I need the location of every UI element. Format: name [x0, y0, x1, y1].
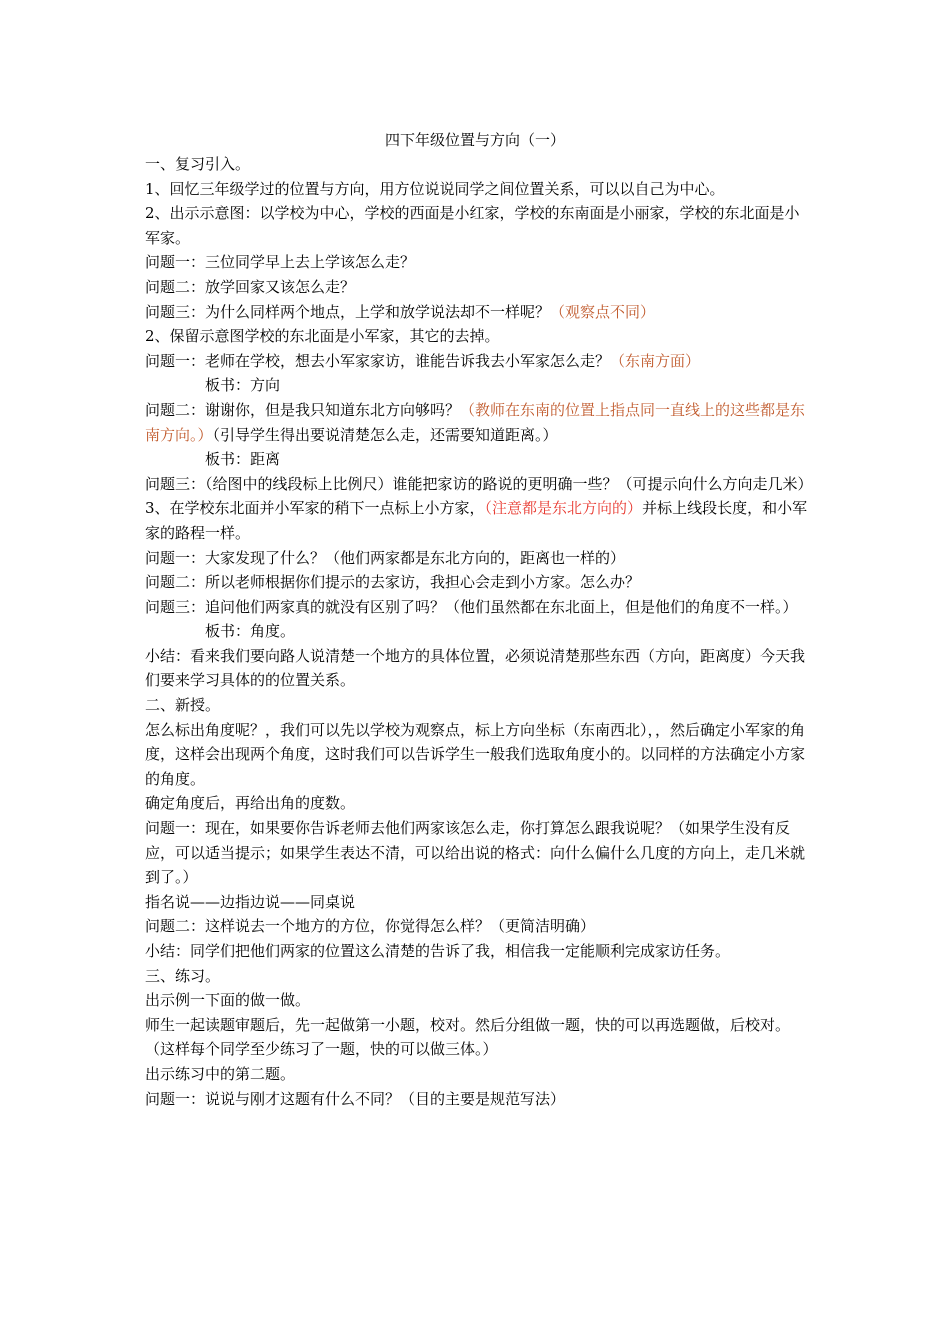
paragraph — [145, 595, 811, 620]
paragraph — [145, 496, 811, 545]
paragraph — [145, 816, 811, 890]
paragraph — [145, 718, 811, 792]
paragraph — [145, 373, 811, 398]
document-title: 四下年级位置与方向（一） — [384, 131, 565, 149]
paragraph — [145, 914, 811, 939]
highlighted-text: （观察点不同） — [550, 302, 656, 321]
paragraph-text: 问题二：这样说去一个地方的方位，你觉得怎么样？（更简洁明确） — [145, 917, 596, 936]
paragraph — [145, 1087, 811, 1112]
paragraph — [145, 250, 811, 275]
paragraph — [145, 546, 811, 571]
paragraph-text: 1、回忆三年级学过的位置与方向，用方位说说同学之间位置关系，可以以自己为中心。 — [145, 179, 725, 198]
paragraph-text: 二、新授。 — [145, 696, 221, 715]
paragraph — [145, 300, 811, 325]
paragraph-text: （引导学生得出要说清楚怎么走，还需要知道距离。） — [212, 425, 558, 444]
paragraph — [145, 644, 811, 693]
paragraph — [145, 791, 811, 816]
paragraph — [145, 177, 811, 202]
paragraph-text: 问题三：追问他们两家真的就没有区别了吗？（他们虽然都在东北面上，但是他们的角度不一样。） — [145, 597, 798, 616]
paragraph — [145, 1013, 811, 1062]
paragraph-text: 师生一起读题审题后，先一起做第一小题，校对。然后分组做一题，快的可以再选题做，后校对。（这样每个同学至少练习了一题，快的可以做三体。） — [145, 1015, 791, 1059]
paragraph-text: 小结：同学们把他们两家的位置这么清楚的告诉了我，相信我一定能顺利完成家访任务。 — [145, 942, 731, 960]
paragraph-text: 3、在学校东北面并小军家的稍下一点标上小方家， — [145, 499, 485, 518]
paragraph — [145, 939, 811, 964]
highlighted-text: （教师在东南的位置上指点同一直线上的这些都是东南方向。） — [145, 400, 806, 444]
paragraph — [145, 570, 811, 595]
paragraph — [145, 447, 811, 472]
paragraph-text: 问题三：（给图中的线段标上比例尺）谁能把家访的路说的更明确一些？（可提示向什么方向走几米） — [145, 474, 813, 493]
paragraph-text: 问题一：说说与刚才这题有什么不同？（目的主要是规范写法） — [145, 1089, 566, 1108]
paragraph-text: 问题一：老师在学校，想去小军家家访，谁能告诉我去小军家怎么走？ — [145, 351, 611, 370]
paragraph — [145, 693, 811, 718]
highlighted-text: （注意都是东北方向的） — [484, 499, 643, 518]
paragraph-text: 问题二：谢谢你，但是我只知道东北方向够吗？ — [145, 400, 461, 419]
paragraph-text: 指名说——边指边说——同桌说 — [145, 892, 356, 911]
paragraph — [145, 619, 811, 644]
paragraph — [145, 152, 811, 177]
paragraph-text: 板书：方向 — [205, 376, 281, 395]
paragraph — [145, 1062, 811, 1087]
paragraph — [145, 964, 811, 989]
paragraph-text: 问题二：所以老师根据你们提示的去家访，我担心会走到小方家。怎么办？ — [145, 573, 641, 592]
paragraph — [145, 472, 811, 497]
paragraph-text: 并标上线段长度，和小军家的路程一样。 — [145, 499, 808, 542]
paragraph-text: 出示例一下面的做一做。 — [145, 991, 311, 1010]
paragraph-text: 一、复习引入。 — [145, 155, 251, 173]
paragraph-text: 确定角度后，再给出角的度数。 — [145, 794, 356, 813]
paragraph-text: 问题一：三位同学早上去上学该怎么走？ — [145, 253, 416, 272]
paragraph-text: 2、出示示意图：以学校为中心，学校的西面是小红家，学校的东南面是小丽家，学校的东北面是小军家。 — [145, 204, 800, 247]
paragraph-text: 问题二：放学回家又该怎么走？ — [145, 277, 356, 296]
paragraph-text: 板书：距离 — [205, 450, 281, 469]
highlighted-text: （东南方面） — [610, 351, 701, 370]
paragraph-text: 小结：看来我们要向路人说清楚一个地方的具体位置，必须说清楚那些东西（方向，距离度）今天我们要来学习具体的的位置关系。 — [145, 646, 806, 690]
paragraph — [145, 275, 811, 300]
paragraph — [145, 988, 811, 1013]
paragraph — [145, 324, 811, 349]
paragraph-text: 问题一：大家发现了什么？（他们两家都是东北方向的，距离也一样的） — [145, 548, 626, 567]
paragraph-text: 问题三：为什么同样两个地点，上学和放学说法却不一样呢？ — [145, 302, 551, 321]
paragraph — [145, 398, 811, 447]
document-body — [145, 152, 811, 1111]
paragraph-text: 三、练习。 — [145, 966, 221, 985]
paragraph — [145, 890, 811, 915]
paragraph-text: 2、保留示意图学校的东北面是小军家，其它的去掉。 — [145, 327, 500, 346]
paragraph — [145, 201, 811, 250]
paragraph-text: 出示练习中的第二题。 — [145, 1064, 296, 1083]
paragraph-text: 怎么标出角度呢？，我们可以先以学校为观察点，标上方向坐标（东南西北），，然后确定小军家的角度，这样会出现两个角度，这时我们可以告诉学生一般我们选取角度小的。以同样的方法确定小方家的角度。 — [145, 720, 806, 788]
paragraph — [145, 349, 811, 374]
paragraph-text: 板书：角度。 — [205, 622, 296, 641]
paragraph-text: 问题一：现在，如果要你告诉老师去他们两家该怎么走，你打算怎么跟我说呢？（如果学生没有反应，可以适当提示；如果学生表达不清，可以给出说的格式：向什么偏什么几度的方向上，走几米就到了。） — [145, 819, 806, 887]
